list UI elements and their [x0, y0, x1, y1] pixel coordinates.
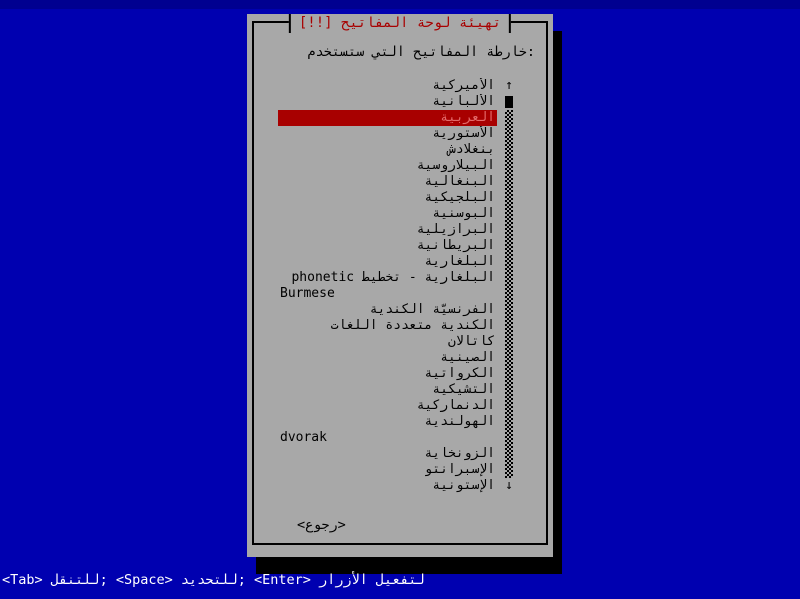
- list-item[interactable]: البريطانية: [416, 238, 495, 253]
- list-item[interactable]: الصينية: [440, 350, 495, 365]
- list-item[interactable]: الإسبرانتو: [424, 462, 495, 477]
- list-item[interactable]: الدنماركية: [416, 398, 495, 413]
- list-item[interactable]: الكرواتية: [424, 366, 495, 381]
- list-item[interactable]: البوسنية: [432, 206, 495, 221]
- list-item[interactable]: الفرنسيّة الكندية: [369, 302, 495, 317]
- keyboard-config-dialog: [247, 14, 553, 557]
- list-item[interactable]: التشيكية: [432, 382, 495, 397]
- list-item[interactable]: كاتالان: [448, 334, 495, 349]
- list-item[interactable]: البنغالية: [424, 174, 495, 189]
- list-item[interactable]: البيلاروسية: [416, 158, 495, 173]
- list-item[interactable]: العربية: [278, 110, 497, 126]
- list-item[interactable]: الإستونية: [432, 478, 495, 493]
- scrollbar[interactable]: [503, 78, 515, 494]
- list-item[interactable]: الكندية متعددة اللغات: [330, 318, 495, 333]
- keymap-listbox[interactable]: [278, 78, 497, 494]
- list-item[interactable]: البلغارية - تخطيط phonetic: [291, 270, 495, 285]
- keymap-question-label: خارطة المفاتيح التي ستستخدم:: [307, 44, 535, 60]
- list-item[interactable]: البلغارية: [424, 254, 495, 269]
- list-item[interactable]: بنغلادش: [448, 142, 495, 157]
- list-item[interactable]: البرازيلية: [416, 222, 495, 237]
- list-item[interactable]: البلجيكية: [424, 190, 495, 205]
- list-item[interactable]: الزونخاية: [424, 446, 495, 461]
- list-item[interactable]: الهولندية: [424, 414, 495, 429]
- go-back-button[interactable]: <رجوع>: [297, 517, 346, 533]
- scrollbar-thumb[interactable]: [505, 96, 513, 108]
- scroll-up-icon[interactable]: ↑: [505, 78, 513, 93]
- list-item[interactable]: Burmese: [280, 286, 335, 301]
- list-item[interactable]: الألبانية: [432, 94, 495, 109]
- scroll-down-icon[interactable]: ↓: [505, 478, 513, 493]
- list-item[interactable]: الأستورية: [432, 126, 495, 141]
- dialog-title: [!!] تهيئة لوحة المفاتيح: [289, 14, 511, 33]
- list-item[interactable]: الأميركية: [432, 78, 495, 93]
- top-strip: [0, 0, 800, 9]
- scrollbar-track[interactable]: [505, 110, 513, 478]
- help-bar: <Tab> للتنقل; <Space> للتحديد; <Enter> لتفعيل الأزرار: [2, 572, 425, 588]
- list-item[interactable]: dvorak: [280, 430, 327, 445]
